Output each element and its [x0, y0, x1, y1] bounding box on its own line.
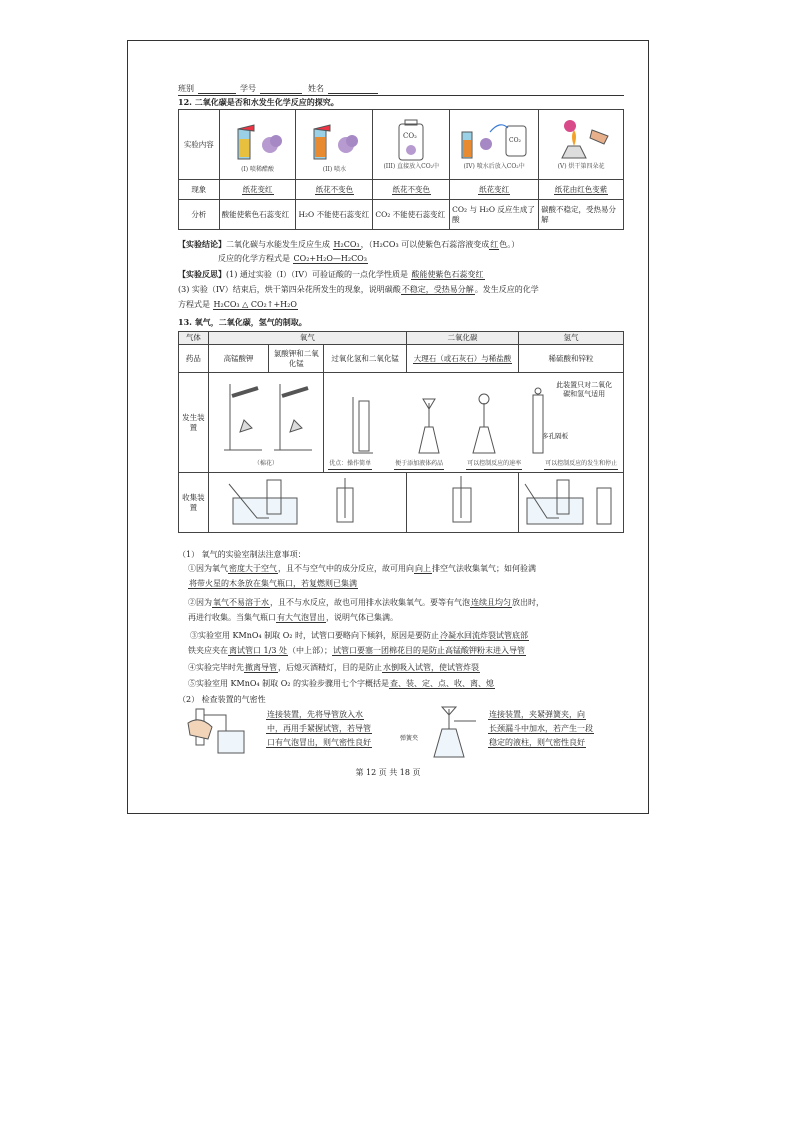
worksheet-page: [127, 40, 649, 814]
phenomenon-4: 纸花变红: [479, 184, 510, 194]
note-line-8: ⑤实验室用 KMnO₄ 制取 O₂ 的实验步骤用七个字概括是查、装、定、点、收、离、熄: [188, 679, 495, 688]
note-line-1: ①因为氧气密度大于空气，且不与空气中的成分反应，故可用向向上排空气法收集氧气；如何验满: [188, 564, 536, 573]
class-label: 班别: [178, 84, 194, 93]
conclusion-line: 【实验结论】二氧化碳与水能发生反应生成 H₂CO₃，（H₂CO₃ 可以使紫色石蕊溶液变成红色。）: [178, 239, 520, 249]
funnel-test-illustration: [418, 703, 482, 761]
exp-caption-4: (IV) 喷水后放入CO₂中: [463, 162, 525, 170]
student-id-label: 学号: [240, 84, 256, 93]
exp-cell-5: [539, 110, 624, 180]
check-method-1: 连接装置，先将导管放入水 中，再用手紧握试管，若导管 口有气泡冒出，则气密性良好: [267, 710, 371, 747]
reflection-answer-2: 不稳定，受热易分解: [401, 285, 474, 294]
generator-header: 发生装置: [179, 373, 209, 473]
analysis-5: 碳酸不稳定，受热易分解: [541, 204, 617, 224]
spring-clamp-label: 弹簧夹: [400, 735, 419, 742]
conclusion-answer-1: H₂CO₃: [333, 240, 360, 249]
note-line-7: ④实验完毕时先撤离导管，后熄灭酒精灯，目的是防止水倒吸入试管，使试管炸裂: [188, 663, 479, 672]
gas-hydrogen: 氢气: [519, 332, 624, 345]
drug-zinc: 稀硫酸和锌粒: [519, 345, 624, 373]
collection-header: 收集装置: [179, 473, 209, 533]
hand-test-illustration: [186, 705, 256, 757]
reflection-line-2: (3) 实验（IV）结束后，烘干第四朵花所发生的现象，说明碳酸不稳定，受热易分解。发生反应的化学: [178, 285, 539, 294]
row-label-analysis: 分析: [179, 200, 220, 230]
q12-table: [178, 109, 624, 230]
row-label-phenomenon: 现象: [179, 180, 220, 200]
liquid-apparatus-cell: [324, 373, 624, 473]
note-answer-continuous: 连续且均匀: [471, 598, 511, 607]
drug-kmno4: 高锰酸钾: [208, 345, 269, 373]
collection-cell-co2: [407, 473, 519, 533]
spray-water-illustration: [304, 115, 364, 165]
note-answer-condense: 冷凝水回流炸裂试管底部: [440, 631, 529, 640]
note-answer-cotton: 试管口要塞一团棉花目的是防止高锰酸钾粉末进入导管: [332, 646, 525, 655]
exp-caption-3: (III) 直接放入CO₂中: [383, 162, 440, 170]
exp-cell-1: [219, 110, 296, 180]
drug-header: 药品: [179, 345, 209, 373]
note-answer-verify: 将带火星的木条放在集气瓶口，若复燃则已集满: [189, 579, 357, 588]
page-footer: 第 12 页 共 18 页: [355, 768, 421, 777]
heating-apparatus-illustration: [214, 376, 318, 456]
equation-line: 反应的化学方程式是 CO₂+H₂O—H₂CO₃: [218, 254, 367, 263]
phenomenon-5: 纸花由红色变紫: [554, 184, 608, 194]
drug-kclo3: 氯酸钾和二氧化锰: [269, 345, 324, 373]
note-answer-remove: 撤离导管: [245, 663, 277, 672]
exp-caption-2: (II) 喷水: [322, 165, 347, 173]
row-label-experiment: 实验内容: [179, 110, 220, 180]
note-answer-insoluble: 氧气不易溶于水: [213, 598, 269, 607]
dry-flower-illustration: [546, 118, 616, 162]
cotton-label: （棉花）: [253, 460, 278, 467]
co2-bottle-illustration: [381, 118, 441, 162]
svg-text:CO₂: CO₂: [509, 136, 522, 144]
note-line-5: ③实验室用 KMnO₄ 制取 O₂ 时，试管口要略向下倾斜，原因是要防止冷凝水回流炸裂试管底部: [190, 631, 529, 640]
q13-table: [178, 331, 624, 533]
gen-caption-3: 可以控制反应的速率: [466, 459, 522, 470]
note-line-2: [188, 578, 358, 589]
conclusion-answer-2: 红: [490, 240, 499, 249]
phenomenon-3: 纸花不变色: [392, 184, 430, 194]
spray-vinegar-illustration: [228, 115, 288, 165]
gas-co2: 二氧化碳: [407, 332, 519, 345]
note-answer-density: 密度大于空气: [229, 564, 277, 573]
notes-head-1: （1） 氧气的实验室制法注意事项：: [178, 550, 306, 559]
collection-cell-oxygen: [208, 473, 406, 533]
exp-cell-2: [296, 110, 373, 180]
gas-header: 气体: [179, 332, 209, 345]
phenomenon-1: 纸花变红: [242, 184, 273, 194]
spray-then-co2-illustration: [456, 118, 532, 162]
note-answer-upward: 向上: [415, 564, 431, 573]
gas-oxygen: 氧气: [208, 332, 406, 345]
porous-plate-label: 多孔隔板: [542, 432, 569, 440]
drug-h2o2: 过氧化氢和二氧化锰: [324, 345, 407, 373]
note-answer-bubbles: 有大气泡冒出: [277, 613, 325, 622]
generator-captions: [328, 459, 618, 470]
exp-cell-3: [373, 110, 450, 180]
reflection-answer-3: H₂CO₃ △ CO₂↑+H₂O: [213, 300, 297, 309]
collection-hydrogen-illustration: [521, 474, 621, 528]
analysis-4: CO₂ 与 H₂O 反应生成了酸: [452, 204, 535, 224]
porous-plate-note: 此装置只对二氧化碳和氢气适用: [556, 381, 613, 398]
exp-caption-1: (I) 喷稀醋酸: [241, 165, 275, 173]
reflection-answer-1: 酸能使紫色石蕊变红: [411, 270, 484, 279]
note-line-6: 铁夹应夹在离试管口 1/3 处（中上部）；试管口要塞一团棉花目的是防止高锰酸钾粉末进入导管: [188, 646, 525, 655]
gen-caption-1: 优点：操作简单: [328, 459, 372, 470]
reflection-line-1: 【实验反思】(1) 通过实验（I）（IV）可验证酸的一点化学性质是 酸能使紫色石蕊变红: [178, 269, 484, 279]
exp-cell-4: [450, 110, 539, 180]
equation-answer: CO₂+H₂O—H₂CO₃: [293, 254, 367, 263]
collection-oxygen-illustration: [217, 474, 397, 528]
exp-caption-5: (V) 烘干第四朵花: [557, 162, 605, 170]
analysis-1: 酸能使紫色石蕊变红: [221, 209, 290, 219]
student-info-line: [178, 83, 624, 96]
phenomenon-2: 纸花不变色: [315, 184, 354, 194]
note-line-4: 再进行收集。当集气瓶口有大气泡冒出，说明气体已集满。: [188, 613, 398, 622]
q13-title: 13. 氧气，二氧化碳，氢气的制取。: [178, 317, 307, 327]
gen-caption-4: 可以控制反应的发生和停止: [544, 459, 618, 470]
reflection-line-3: 方程式是 H₂CO₃ △ CO₂↑+H₂O: [178, 300, 297, 309]
note-answer-steps: 查、装、定、点、收、离、熄: [390, 679, 495, 688]
note-line-3: ②因为氧气不易溶于水，且不与水反应，故也可用排水法收集氧气。要等有气泡连续且均匀放出时，: [188, 598, 544, 607]
gen-caption-2: 便于添加液体药品: [394, 459, 444, 470]
check-method-2: 连接装置，夹紧弹簧夹，向 长颈漏斗中加水，若产生一段 稳定的液柱，则气密性良好: [489, 710, 593, 747]
collection-co2-illustration: [413, 474, 513, 528]
drug-marble: 大理石（或石灰石）与稀盐酸: [413, 353, 512, 363]
q12-title: 12. 二氧化碳是否和水发生化学反应的探究。: [178, 97, 339, 107]
note-answer-clamp: 离试管口 1/3 处: [229, 646, 287, 655]
heating-apparatus-cell: [208, 373, 323, 473]
bottle-label-co2: CO₂: [403, 131, 418, 140]
note-answer-backflow: 水倒吸入试管，使试管炸裂: [383, 663, 479, 672]
name-label: 姓名: [308, 84, 324, 93]
collection-cell-hydrogen: [519, 473, 624, 533]
analysis-3: CO₂ 不能使石蕊变红: [375, 209, 446, 219]
analysis-2: H₂O 不能使石蕊变红: [298, 209, 370, 219]
notes-head-2: （2） 检查装置的气密性: [178, 695, 266, 704]
